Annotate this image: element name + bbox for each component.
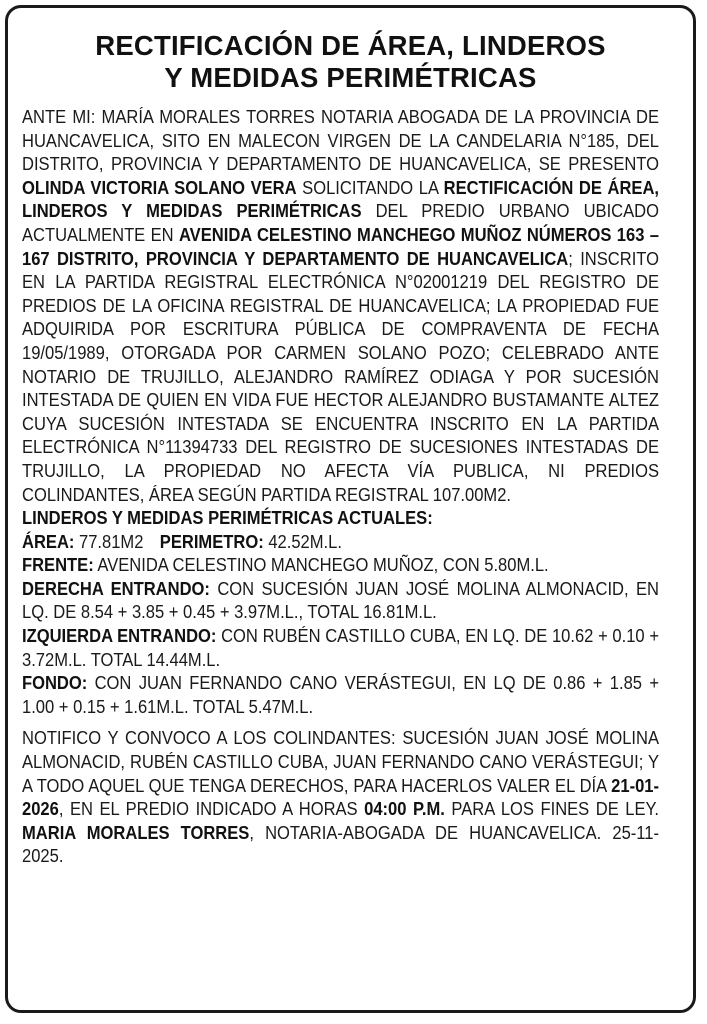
- perimetro-value: 42.52M.L.: [263, 531, 342, 552]
- frente-value: AVENIDA CELESTINO MANCHEGO MUÑOZ, CON 5.80M.L.: [93, 555, 549, 576]
- linderos-heading: LINDEROS Y MEDIDAS PERIMÉTRICAS ACTUALES:: [22, 508, 433, 529]
- frente-label: FRENTE:: [22, 555, 94, 576]
- closing-text-1: NOTIFICO Y CONVOCO A LOS COLINDANTES: SUCESIÓN JUAN JOSÉ MOLINA ALMONACID, RUBÉN CASTILLO CUBA, JUAN FERNANDO CANO VERÁSTEGUI; Y A TODO AQUEL QUE TENGA DERECHOS, PARA HACERLOS VALER EL DÍA: [22, 728, 659, 796]
- closing-text-3: PARA LOS FINES DE LEY.: [444, 799, 659, 820]
- intro-text-4: ; INSCRITO EN LA PARTIDA REGISTRAL ELECTRÓNICA N°02001219 DEL REGISTRO DE PREDIOS DE LA OFICINA REGISTRAL DE HUANCAVELICA; LA PROPIEDAD FUE ADQUIRIDA POR ESCRITURA PÚBLICA DE COMPRAVENTA DE FECHA 19/05/1989, OTORGADA POR CARMEN SOLANO POZO; CELEBRADO ANTE NOTARIO DE TRUJILLO, ALEJANDRO RAMÍREZ ODIAGA Y POR SUCESIÓN INTESTADA DE QUIEN EN VIDA FUE HECTOR ALEJANDRO BUSTAMANTE ALTEZ CUYA SUCESIÓN INTESTADA SE ENCUENTRA INSCRITO EN LA PARTIDA ELECTRÓNICA N°11394733 DEL REGISTRO DE SUCESIONES INTESTADAS DE TRUJILLO, LA PROPIEDAD NO AFECTA VÍA PUBLICA, NI PREDIOS COLINDANTES, ÁREA SEGÚN PARTIDA REGISTRAL 107.00M2.: [22, 248, 659, 505]
- notice-body: [22, 106, 659, 869]
- procedure-name: RECTIFICACIÓN DE ÁREA, LINDEROS Y MEDIDAS PERIMÉTRICAS: [22, 177, 659, 222]
- intro-paragraph: [22, 106, 659, 507]
- property-address: AVENIDA CELESTINO MANCHEGO MUÑOZ NÚMEROS 163 – 167 DISTRITO, PROVINCIA Y DEPARTAMENTO DE HUANCAVELICA: [22, 224, 659, 269]
- fondo-label: FONDO:: [22, 673, 88, 694]
- derecha-value: CON SUCESIÓN JUAN JOSÉ MOLINA ALMONACID, EN LQ. DE 8.54 + 3.85 + 0.45 + 3.97M.L., TOTAL 16.81M.L.: [22, 578, 659, 623]
- fondo-line: [22, 672, 659, 719]
- izquierda-value: CON RUBÉN CASTILLO CUBA, EN LQ. DE 10.62 + 0.10 + 3.72M.L. TOTAL 14.44M.L.: [22, 626, 660, 670]
- hearing-date: 21-01-2026: [22, 775, 659, 820]
- title-line-2: Y MEDIDAS PERIMÉTRICAS: [164, 62, 537, 93]
- intro-text-1: ANTE MI: MARÍA MORALES TORRES NOTARIA ABOGADA DE LA PROVINCIA DE HUANCAVELICA, SITO EN MALECON VIRGEN DE LA CANDELARIA N°185, DEL DISTRITO, PROVINCIA Y DEPARTAMENTO DE HUANCAVELICA, SE PRESENTO: [22, 107, 659, 175]
- closing-text-2: , EN EL PREDIO INDICADO A HORAS: [58, 799, 365, 820]
- area-label: ÁREA:: [22, 531, 75, 552]
- notice-title: [8, 8, 693, 94]
- fondo-value: CON JUAN FERNANDO CANO VERÁSTEGUI, EN LQ DE 0.86 + 1.85 + 1.00 + 0.15 + 1.61M.L. TOTAL 5.47M.L.: [22, 673, 660, 717]
- derecha-line: [22, 578, 659, 625]
- closing-paragraph: [22, 727, 659, 869]
- intro-text-3: DEL PREDIO URBANO UBICADO ACTUALMENTE EN: [22, 201, 659, 245]
- izquierda-line: [22, 625, 659, 672]
- intro-text-2: SOLICITANDO LA: [296, 177, 444, 198]
- area-value: 77.81M2: [74, 531, 144, 552]
- hearing-time: 04:00 P.M.: [364, 799, 445, 820]
- area-perimetro-line: [22, 531, 659, 555]
- closing-text-4: , NOTARIA-ABOGADA DE HUANCAVELICA. 25-11-2025.: [22, 822, 659, 867]
- applicant-name: OLINDA VICTORIA SOLANO VERA: [22, 177, 297, 198]
- notary-name: MARIA MORALES TORRES: [22, 822, 250, 843]
- frente-line: [22, 554, 659, 578]
- perimetro-label: PERIMETRO:: [159, 531, 264, 552]
- izquierda-label: IZQUIERDA ENTRANDO:: [22, 626, 217, 647]
- title-line-1: RECTIFICACIÓN DE ÁREA, LINDEROS: [95, 30, 606, 61]
- derecha-label: DERECHA ENTRANDO:: [22, 578, 210, 599]
